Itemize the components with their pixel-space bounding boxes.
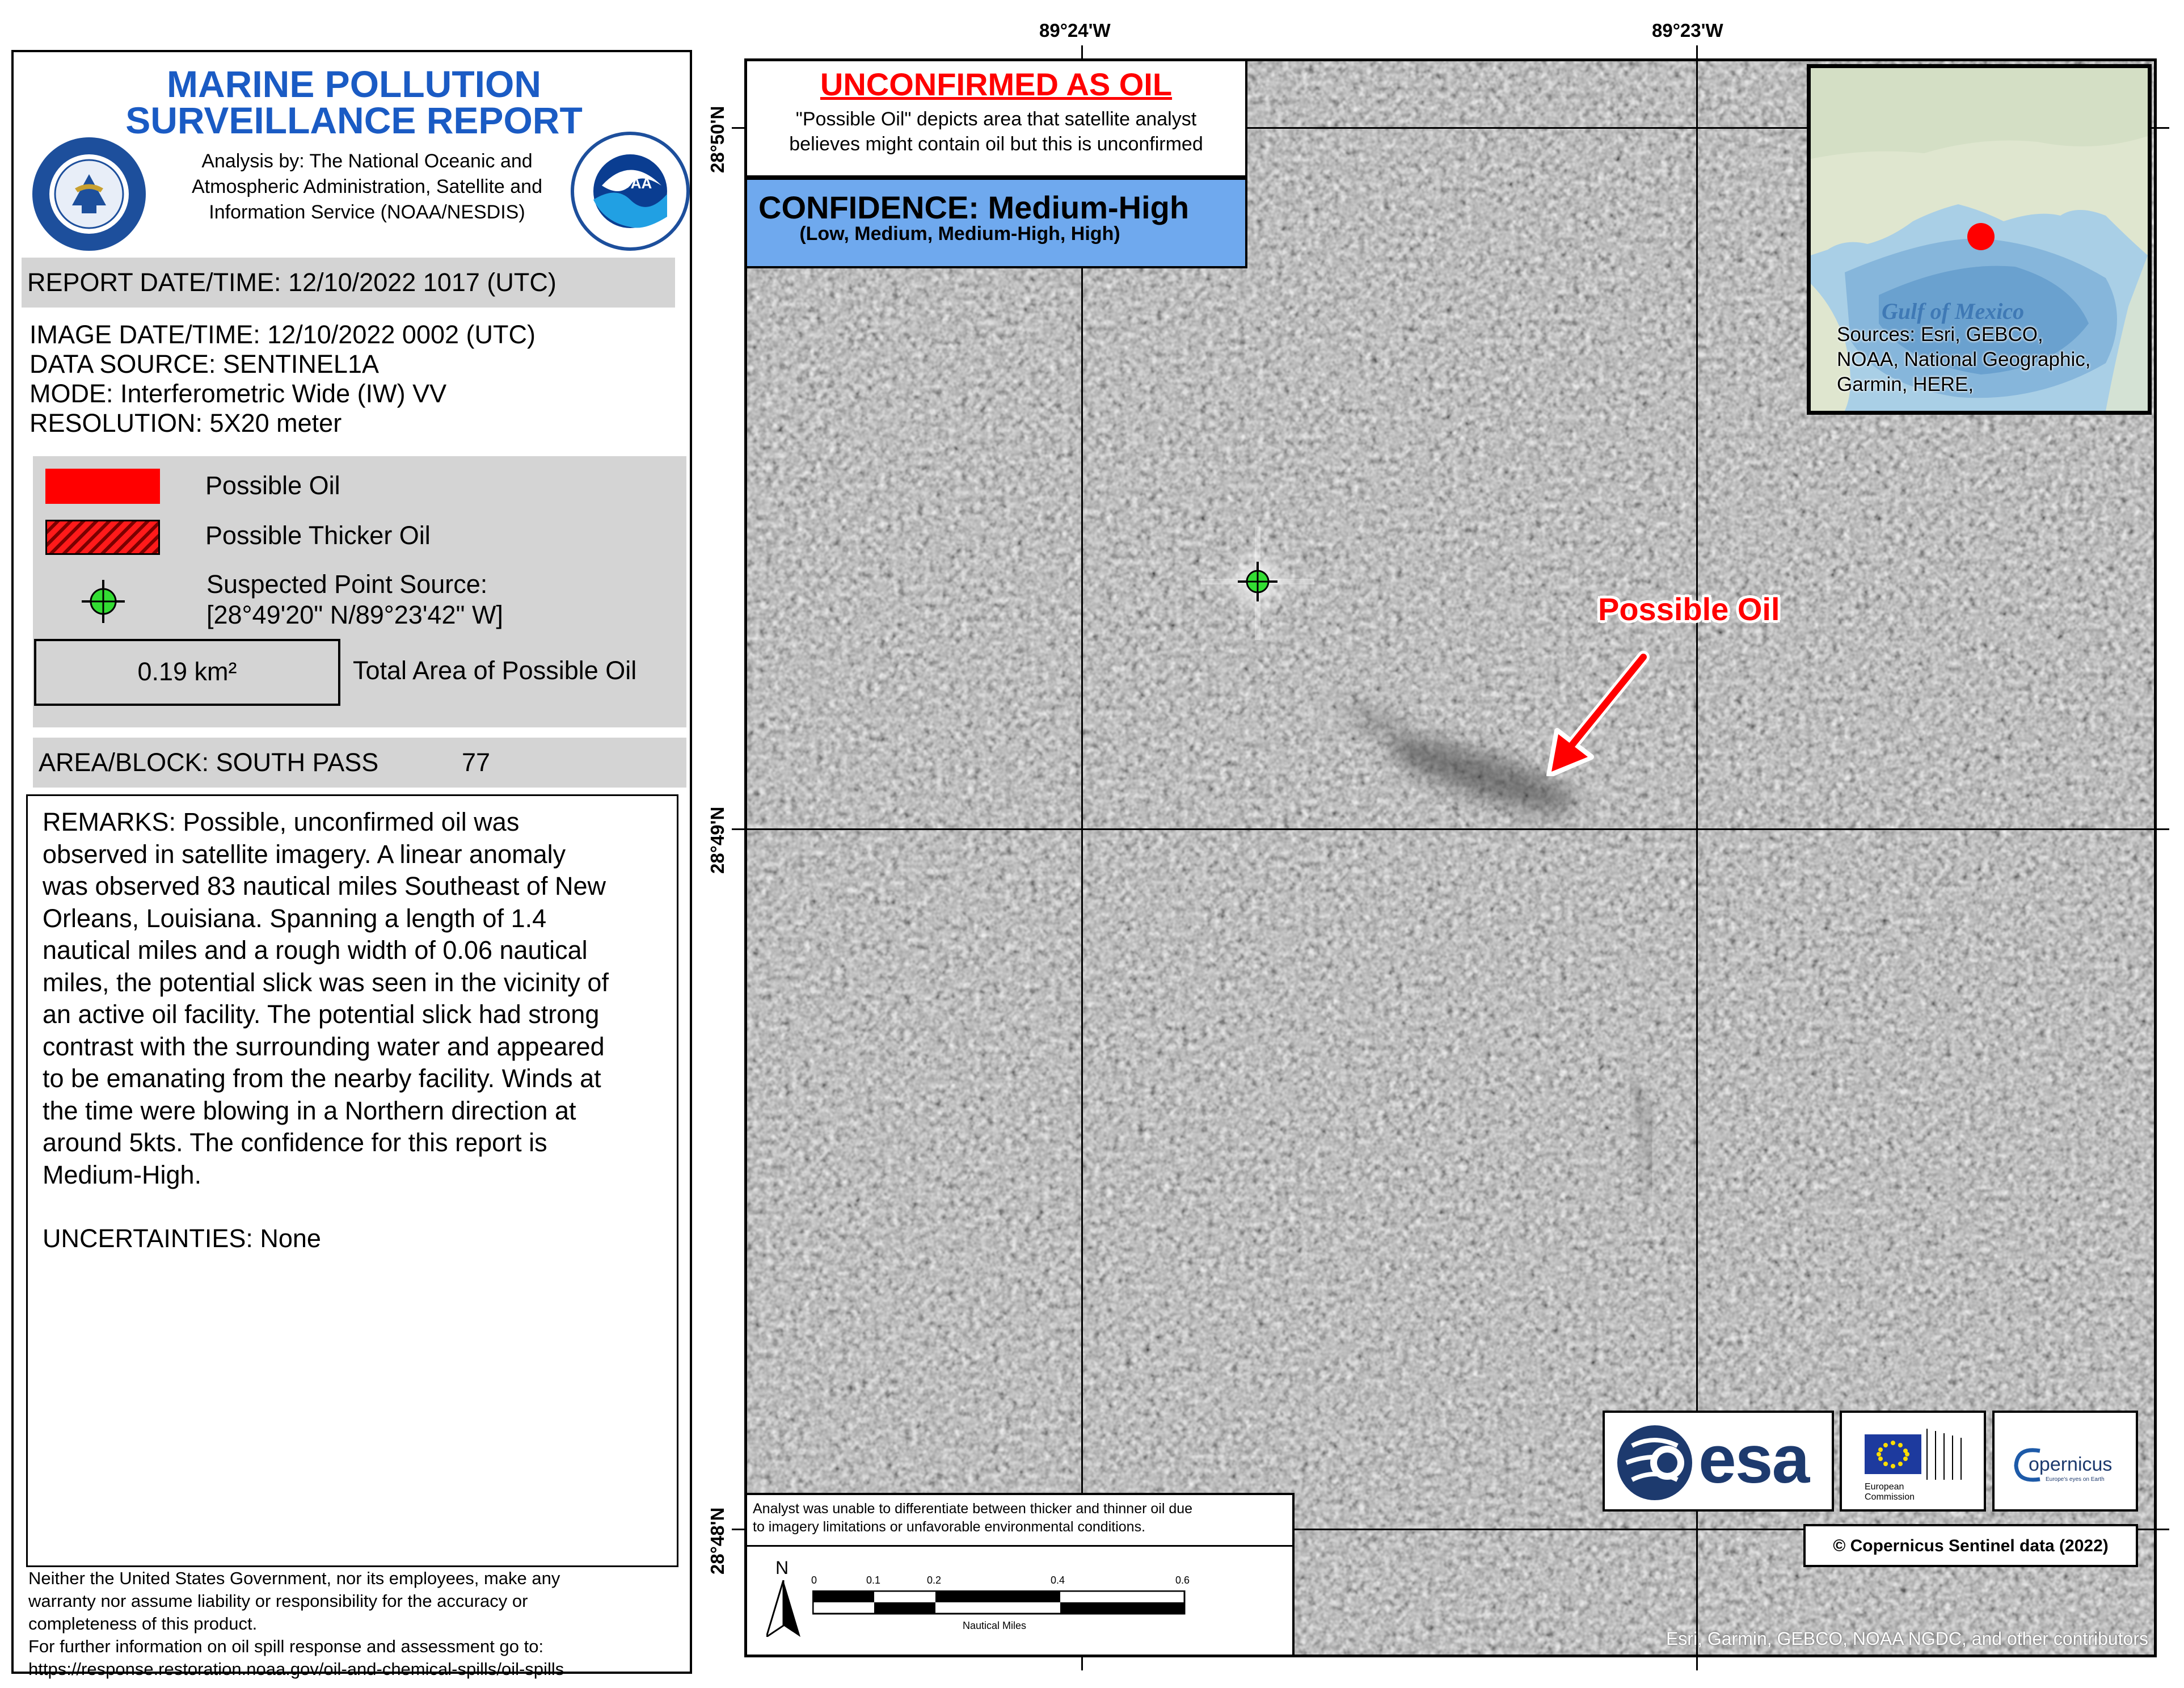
tick-right-1 bbox=[2156, 127, 2169, 129]
eu-logo-text: European Commission bbox=[1865, 1482, 1915, 1502]
copyright: © Copernicus Sentinel data (2022) bbox=[1833, 1537, 2109, 1555]
confidence-scale: (Low, Medium, Medium-High, High) bbox=[799, 223, 1120, 245]
possible-oil-swatch bbox=[45, 469, 160, 504]
report-panel bbox=[11, 50, 692, 1679]
inset-sources: Sources: Esri, GEBCO, NOAA, National Geographic, Garmin, HERE, bbox=[1837, 323, 2091, 395]
data-source: DATA SOURCE: SENTINEL1A bbox=[29, 350, 379, 378]
legend-thicker-oil: Possible Thicker Oil bbox=[205, 521, 431, 550]
remarks-text: REMARKS: Possible, unconfirmed oil was observed in satellite imagery. A linear anomaly was observed 83 nautical miles Southeast of New Orleans, Louisiana. Spanning a length of 1.4 nautical miles and a rough width of 0.06 nautical miles, the potential slick was seen in the vicinity of an active oil facility. The potential slick had strong contrast with the surrounding water and appeared to be emanating from the nearby facility. Winds at the time were blowing in a Northern direction at around 5kts. The confidence for this report is Medium-High. UNCERTAINTIES: None bbox=[43, 806, 609, 1255]
area-block-bar bbox=[33, 738, 686, 788]
analyst-note: Analyst was unable to differentiate between thicker and thinner oil due to imagery limitations or unfavorable environmental conditions. bbox=[753, 1501, 1193, 1535]
legend-possible-oil: Possible Oil bbox=[205, 471, 340, 500]
remarks-box bbox=[26, 794, 678, 1567]
grid-line-lon1 bbox=[1081, 61, 1083, 1655]
north-arrow-icon bbox=[766, 1580, 800, 1637]
report-title-line1: MARINE POLLUTION bbox=[167, 63, 541, 105]
map-attribution: Esri, Garmin, GEBCO, NOAA NGDC, and other contributors bbox=[1666, 1628, 2148, 1649]
lat-label-1: 28°50'N bbox=[707, 106, 728, 173]
tick-right-2 bbox=[2156, 828, 2169, 830]
legend bbox=[33, 456, 686, 727]
svg-text:NOAA: NOAA bbox=[608, 175, 652, 192]
inset-gulf-label: Gulf of Mexico bbox=[1882, 298, 2025, 324]
unconfirmed-box bbox=[747, 61, 1247, 178]
eu-commission-logo bbox=[1840, 1411, 1986, 1512]
copernicus-logo bbox=[1992, 1411, 2138, 1512]
location-marker-icon bbox=[1967, 223, 1995, 250]
copernicus-tagline: Europe's eyes on Earth bbox=[2046, 1476, 2105, 1483]
resolution: RESOLUTION: 5X20 meter bbox=[29, 409, 342, 437]
legend-point-source: Suspected Point Source: bbox=[206, 570, 488, 599]
esa-text: esa bbox=[1698, 1421, 1809, 1497]
scale-tick-3: 0.4 bbox=[1051, 1575, 1065, 1586]
scale-tick-2: 0.2 bbox=[927, 1575, 942, 1586]
grid-line-lat2 bbox=[747, 828, 2154, 830]
tick-left-1 bbox=[732, 127, 745, 129]
tick-bottom-1 bbox=[1081, 1657, 1083, 1670]
scale-bar bbox=[812, 1590, 1187, 1615]
analyst-scale-box bbox=[747, 1493, 1295, 1655]
disclaimer: Neither the United States Government, nor its employees, make any warranty nor assume liability or responsibility for the accuracy or completeness of this product. For further information on oil spill response and assessment go to: https://response.restoration.noaa.gov/oil-and-chemical-spills/oil-spills bbox=[28, 1567, 564, 1681]
lat-label-3: 28°48'N bbox=[707, 1507, 728, 1575]
inset-map[interactable] bbox=[1807, 64, 2152, 415]
tick-bottom-2 bbox=[1696, 1657, 1698, 1670]
confidence-title: CONFIDENCE: Medium-High bbox=[758, 190, 1190, 225]
report-datetime-bar bbox=[22, 258, 675, 308]
area-label: Total Area of Possible Oil bbox=[353, 656, 637, 685]
unconfirmed-note: "Possible Oil" depicts area that satellite analyst believes might contain oil but this is unconfirmed bbox=[789, 108, 1203, 155]
noaa-logo-icon bbox=[571, 132, 690, 251]
callout-arrow-icon bbox=[1541, 646, 1655, 776]
esa-globe-icon bbox=[1615, 1423, 1694, 1502]
doc-seal-icon bbox=[29, 134, 149, 254]
area-value-box bbox=[34, 639, 340, 706]
lat-label-2: 28°49'N bbox=[707, 806, 728, 874]
scale-tick-0: 0 bbox=[811, 1575, 817, 1586]
analysis-credit: Analysis by: The National Oceanic and Atmospheric Administration, Satellite and Information Service (NOAA/NESDIS) bbox=[192, 150, 542, 223]
lon-label-1: 89°24'W bbox=[1039, 20, 1111, 41]
image-datetime: IMAGE DATE/TIME: 12/10/2022 0002 (UTC) bbox=[29, 320, 536, 349]
scale-unit: Nautical Miles bbox=[963, 1620, 1027, 1631]
analyst-divider bbox=[747, 1545, 1292, 1547]
uncertainties: UNCERTAINTIES: None bbox=[43, 1224, 321, 1253]
tick-left-2 bbox=[732, 828, 745, 830]
unconfirmed-title: UNCONFIRMED AS OIL bbox=[820, 66, 1173, 102]
north-label: N bbox=[775, 1557, 789, 1578]
esa-logo bbox=[1603, 1411, 1834, 1512]
info-link[interactable]: https://response.restoration.noaa.gov/oil-and-chemical-spills/oil-spills bbox=[28, 1659, 564, 1679]
report-datetime: REPORT DATE/TIME: 12/10/2022 1017 (UTC) bbox=[27, 268, 556, 297]
area-block-number: 77 bbox=[462, 748, 491, 777]
scale-tick-4: 0.6 bbox=[1175, 1575, 1190, 1586]
point-source-coords: [28°49'20" N/89°23'42" W] bbox=[206, 600, 503, 629]
area-block-label: AREA/BLOCK: SOUTH PASS bbox=[39, 748, 379, 777]
mode: MODE: Interferometric Wide (IW) VV bbox=[29, 379, 447, 408]
confidence-box bbox=[747, 178, 1247, 268]
scale-tick-1: 0.1 bbox=[866, 1575, 881, 1586]
copyright-box bbox=[1803, 1524, 2138, 1567]
area-value: 0.19 km² bbox=[137, 657, 237, 686]
tick-top-2 bbox=[1696, 45, 1698, 59]
lon-label-2: 89°23'W bbox=[1652, 20, 1723, 41]
tick-top-1 bbox=[1081, 45, 1083, 59]
point-source-icon bbox=[81, 579, 126, 624]
report-title-line2: SURVEILLANCE REPORT bbox=[125, 99, 583, 141]
possible-oil-callout: Possible Oil bbox=[1598, 591, 1780, 627]
eu-flag-icon bbox=[1865, 1423, 1967, 1485]
tick-right-3 bbox=[2156, 1529, 2169, 1530]
sar-map[interactable] bbox=[744, 58, 2157, 1657]
thicker-oil-swatch bbox=[45, 520, 160, 555]
tick-left-3 bbox=[732, 1529, 745, 1530]
point-source-marker-icon[interactable] bbox=[1238, 562, 1277, 601]
copernicus-text: opernicus bbox=[2029, 1454, 2113, 1475]
